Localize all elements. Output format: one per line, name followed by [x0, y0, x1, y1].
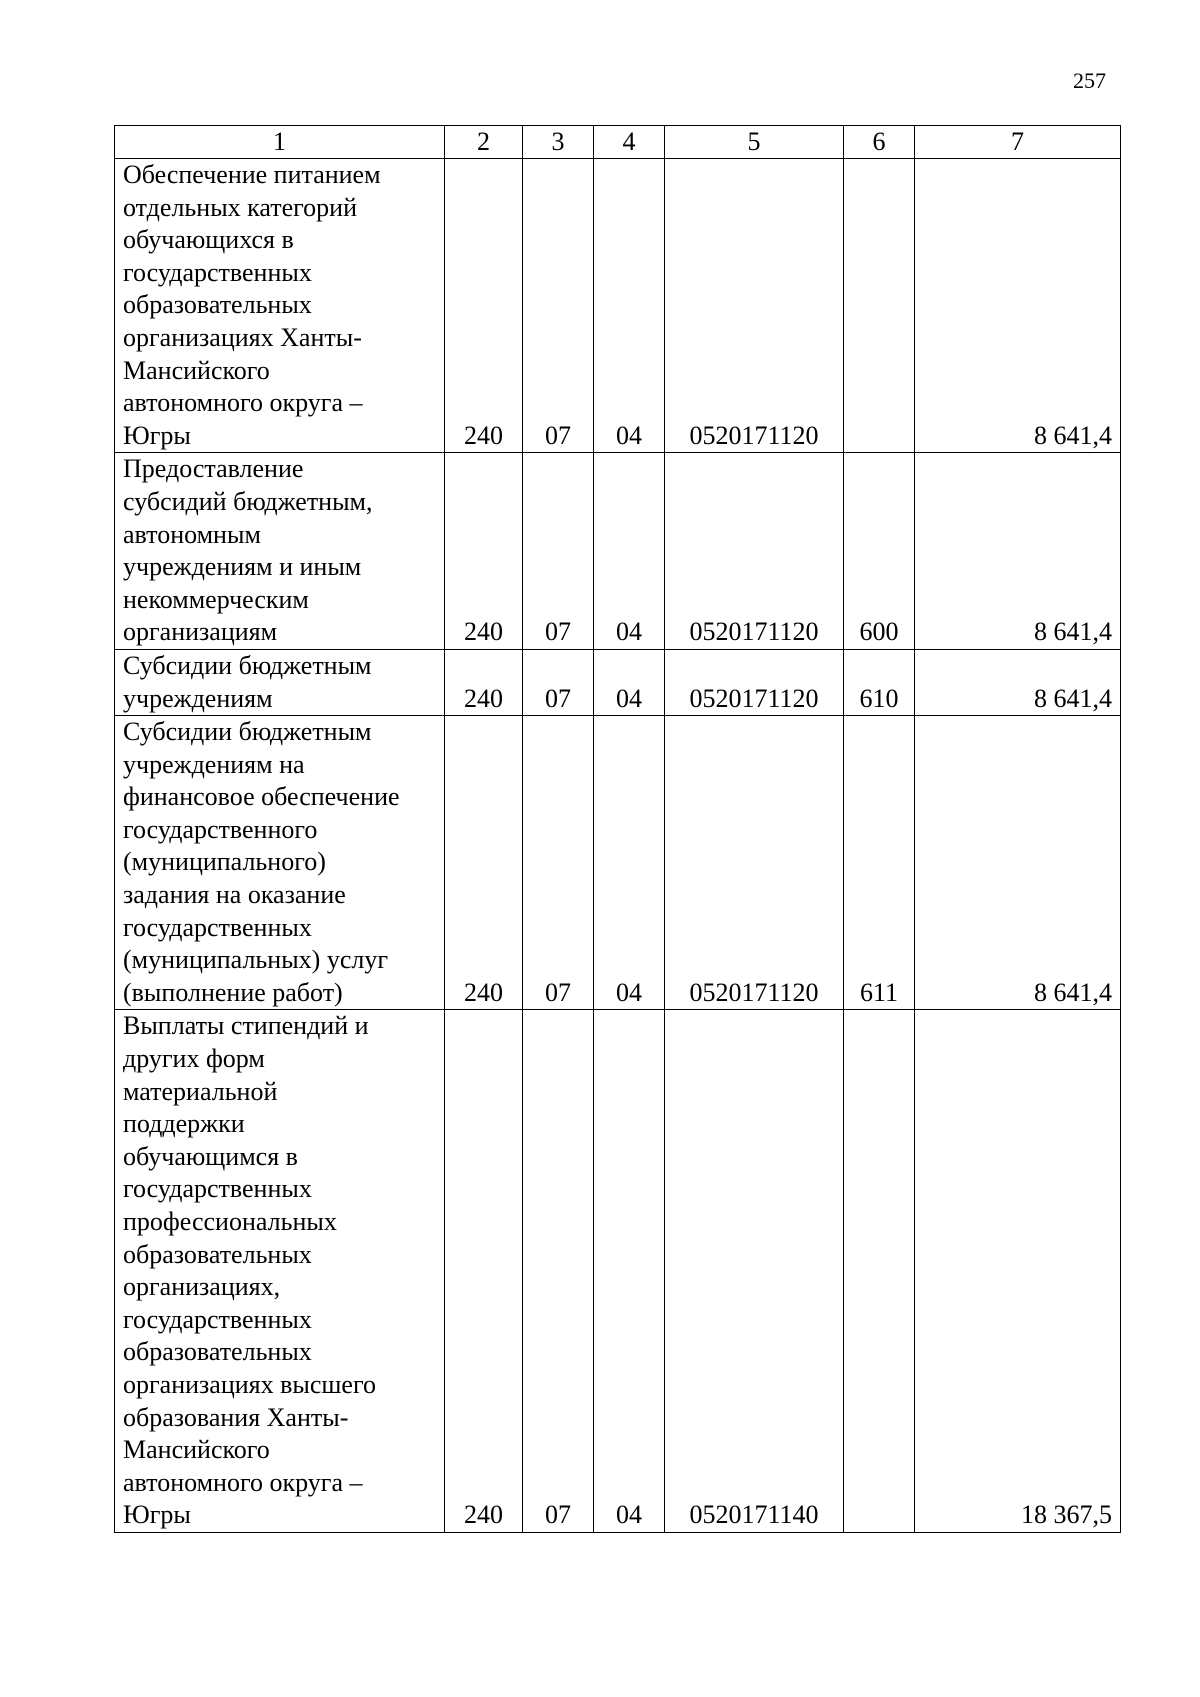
row-cell-6: 600 — [844, 453, 915, 650]
table-row — [115, 649, 1121, 715]
row-cell-5: 0520171120 — [665, 716, 844, 1010]
row-name: Обеспечение питанием отдельных категорий обучающихся в государственных образовательных организациях Ханты- Мансийского автономного округа – Югры — [115, 159, 445, 453]
row-cell-4: 04 — [594, 1010, 665, 1533]
row-cell-6 — [844, 159, 915, 453]
column-header-7: 7 — [915, 126, 1121, 159]
row-cell-3: 07 — [523, 1010, 594, 1533]
row-cell-4: 04 — [594, 159, 665, 453]
row-cell-3: 07 — [523, 159, 594, 453]
budget-table — [114, 125, 1121, 1533]
row-cell-3: 07 — [523, 649, 594, 715]
row-cell-2: 240 — [445, 453, 523, 650]
row-cell-4: 04 — [594, 649, 665, 715]
row-cell-2: 240 — [445, 649, 523, 715]
row-cell-2: 240 — [445, 1010, 523, 1533]
table-row — [115, 716, 1121, 1010]
column-header-3: 3 — [523, 126, 594, 159]
row-cell-4: 04 — [594, 716, 665, 1010]
row-cell-5: 0520171140 — [665, 1010, 844, 1533]
row-name: Субсидии бюджетным учреждениям — [115, 649, 445, 715]
row-cell-6 — [844, 1010, 915, 1533]
table-header-row — [115, 126, 1121, 159]
row-name: Субсидии бюджетным учреждениям на финансовое обеспечение государственного (муниципального) задания на оказание государственных (муниципальных) услуг (выполнение работ) — [115, 716, 445, 1010]
row-cell-7: 18 367,5 — [915, 1010, 1121, 1533]
column-header-1: 1 — [115, 126, 445, 159]
row-cell-7: 8 641,4 — [915, 159, 1121, 453]
row-cell-2: 240 — [445, 716, 523, 1010]
row-cell-7: 8 641,4 — [915, 716, 1121, 1010]
table-row — [115, 159, 1121, 453]
row-cell-5: 0520171120 — [665, 649, 844, 715]
column-header-5: 5 — [665, 126, 844, 159]
row-cell-3: 07 — [523, 453, 594, 650]
row-name: Выплаты стипендий и других форм материальной поддержки обучающимся в государственных профессиональных образовательных организациях, государственных образовательных организациях высшего образования Ханты- Мансийского автономного округа – Югры — [115, 1010, 445, 1533]
column-header-2: 2 — [445, 126, 523, 159]
table-row — [115, 1010, 1121, 1533]
column-header-4: 4 — [594, 126, 665, 159]
row-cell-7: 8 641,4 — [915, 649, 1121, 715]
row-cell-6: 610 — [844, 649, 915, 715]
table-row — [115, 453, 1121, 650]
row-cell-5: 0520171120 — [665, 453, 844, 650]
column-header-6: 6 — [844, 126, 915, 159]
row-name: Предоставление субсидий бюджетным, автономным учреждениям и иным некоммерческим организациям — [115, 453, 445, 650]
page-number: 257 — [1073, 68, 1106, 93]
row-cell-3: 07 — [523, 716, 594, 1010]
row-cell-2: 240 — [445, 159, 523, 453]
row-cell-5: 0520171120 — [665, 159, 844, 453]
row-cell-4: 04 — [594, 453, 665, 650]
row-cell-6: 611 — [844, 716, 915, 1010]
row-cell-7: 8 641,4 — [915, 453, 1121, 650]
